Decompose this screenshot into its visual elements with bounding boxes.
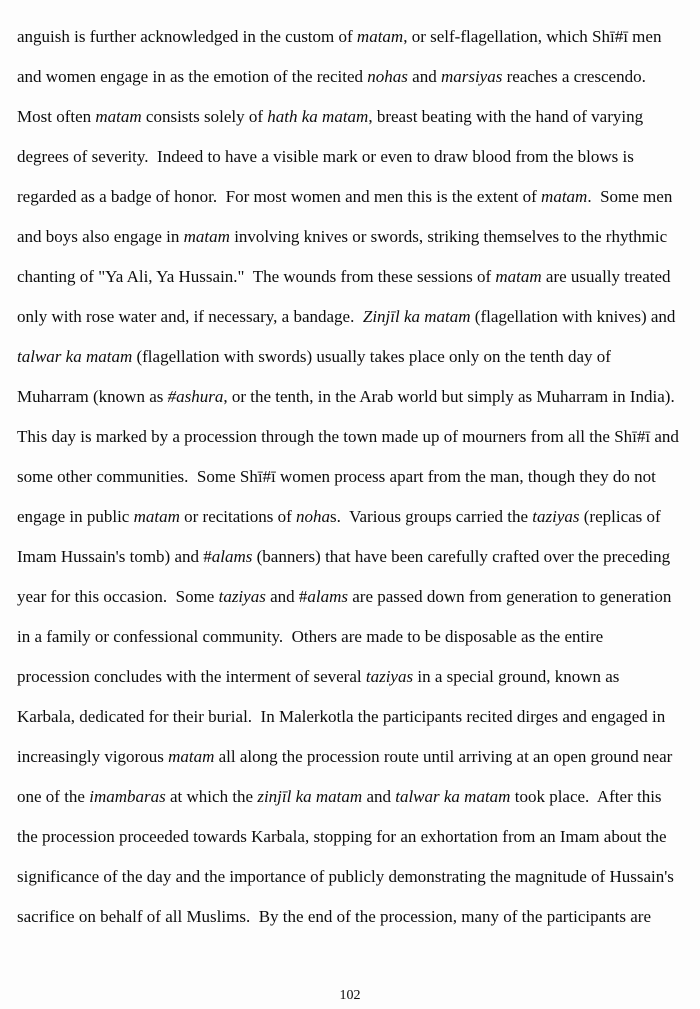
text-line (17, 177, 686, 217)
text-line (17, 537, 686, 577)
italic-text-segment: taziyas (532, 507, 580, 526)
text-line (17, 777, 686, 817)
italic-text-segment: taziyas (218, 587, 266, 606)
italic-text-segment: talwar ka matam (17, 347, 133, 366)
italic-text-segment: taziyas (365, 667, 414, 686)
text-line (17, 17, 686, 57)
text-segment: and # (265, 587, 308, 606)
italic-text-segment: matam (168, 747, 215, 766)
italic-text-segment: matam (495, 267, 542, 286)
text-segment: only with rose water and, if necessary, a bandage. (17, 307, 363, 326)
text-segment: regarded as a badge of honor. For most women and men this is the extent of (17, 187, 542, 206)
text-segment: significance of the day and the importance of publicly demonstrating the magnitude of Hussain's (17, 867, 674, 886)
text-segment: Karbala, dedicated for their burial. In Malerkotla the participants recited dirges and engaged in (17, 707, 666, 726)
text-line (17, 97, 686, 137)
text-line (17, 817, 686, 857)
italic-text-segment: matam (356, 27, 404, 46)
text-segment: in a special ground, known as (413, 667, 620, 686)
text-segment: some other communities. Some Shī#ī women process apart from the man, though they do not (17, 467, 656, 486)
text-line (17, 257, 686, 297)
text-segment: degrees of severity. Indeed to have a visible mark or even to draw blood from the blows is (17, 147, 634, 166)
text-segment: one of the (17, 787, 90, 806)
italic-text-segment: imambaras (89, 787, 166, 806)
text-segment: reaches a crescendo. (502, 67, 646, 86)
text-segment: took place. After this (510, 787, 662, 806)
italic-text-segment: matam (183, 227, 230, 246)
text-line (17, 137, 686, 177)
text-segment: This day is marked by a procession through the town made up of mourners from all the Shī#ī and (17, 427, 679, 446)
text-segment: Most often (17, 107, 96, 126)
text-segment: increasingly vigorous (17, 747, 169, 766)
text-line (17, 377, 686, 417)
text-segment: and (407, 67, 441, 86)
text-line (17, 617, 686, 657)
text-segment: and (362, 787, 396, 806)
text-line (17, 577, 686, 617)
text-segment: consists solely of (141, 107, 268, 126)
text-segment: all along the procession route until arriving at an open ground near (214, 747, 673, 766)
text-segment: and women engage in as the emotion of the recited (17, 67, 368, 86)
text-segment: at which the (165, 787, 258, 806)
text-line (17, 217, 686, 257)
text-segment: or recitations of (179, 507, 297, 526)
text-segment: procession concludes with the interment of several (17, 667, 366, 686)
text-segment: , or self-flagellation, which Shī#ī men (403, 27, 662, 46)
italic-text-segment: Zinjīl ka matam (362, 307, 471, 326)
italic-text-segment: matam (133, 507, 180, 526)
text-line (17, 457, 686, 497)
text-line (17, 297, 686, 337)
italic-text-segment: noha (296, 507, 331, 526)
text-segment: engage in public (17, 507, 134, 526)
italic-text-segment: talwar ka matam (395, 787, 511, 806)
text-segment: (replicas of (579, 507, 661, 526)
italic-text-segment: alams (211, 547, 253, 566)
text-segment: sacrifice on behalf of all Muslims. By the end of the procession, many of the participants are (17, 907, 652, 926)
text-line (17, 497, 686, 537)
text-segment: , or the tenth, in the Arab world but simply as Muharram in India). (223, 387, 675, 406)
text-segment: s. Various groups carried the (330, 507, 533, 526)
text-line (17, 657, 686, 697)
italic-text-segment: matam (95, 107, 142, 126)
italic-text-segment: zinjīl ka matam (257, 787, 363, 806)
text-line (17, 697, 686, 737)
text-line (17, 417, 686, 457)
text-segment: in a family or confessional community. Others are made to be disposable as the entire (17, 627, 604, 646)
page-text (17, 17, 686, 937)
italic-text-segment: alams (307, 587, 348, 606)
text-segment: , breast beating with the hand of varying (368, 107, 644, 126)
italic-text-segment: matam (541, 187, 588, 206)
text-line (17, 737, 686, 777)
text-segment: . Some men (587, 187, 673, 206)
text-segment: chanting of "Ya Ali, Ya Hussain." The wounds from these sessions of (17, 267, 496, 286)
text-segment: (flagellation with swords) usually takes place only on the tenth day of (132, 347, 611, 366)
page-number: 102 (339, 988, 361, 1003)
text-segment: the procession proceeded towards Karbala, stopping for an exhortation from an Imam about the (17, 827, 667, 846)
text-segment: (flagellation with knives) and (470, 307, 676, 326)
italic-text-segment: hath ka matam (267, 107, 369, 126)
text-line (17, 337, 686, 377)
italic-text-segment: nohas (367, 67, 408, 86)
text-line (17, 897, 686, 937)
text-segment: involving knives or swords, striking themselves to the rhythmic (229, 227, 668, 246)
italic-text-segment: #ashura (167, 387, 224, 406)
text-segment: are usually treated (541, 267, 671, 286)
text-line (17, 857, 686, 897)
text-segment: are passed down from generation to generation (348, 587, 672, 606)
text-segment: Imam Hussain's tomb) and # (17, 547, 212, 566)
italic-text-segment: marsiyas (440, 67, 503, 86)
text-line (17, 57, 686, 97)
text-segment: year for this occasion. Some (17, 587, 219, 606)
text-segment: anguish is further acknowledged in the custom of (17, 27, 357, 46)
text-segment: and boys also engage in (17, 227, 184, 246)
text-segment: Muharram (known as (17, 387, 168, 406)
text-segment: (banners) that have been carefully crafted over the preceding (252, 547, 671, 566)
